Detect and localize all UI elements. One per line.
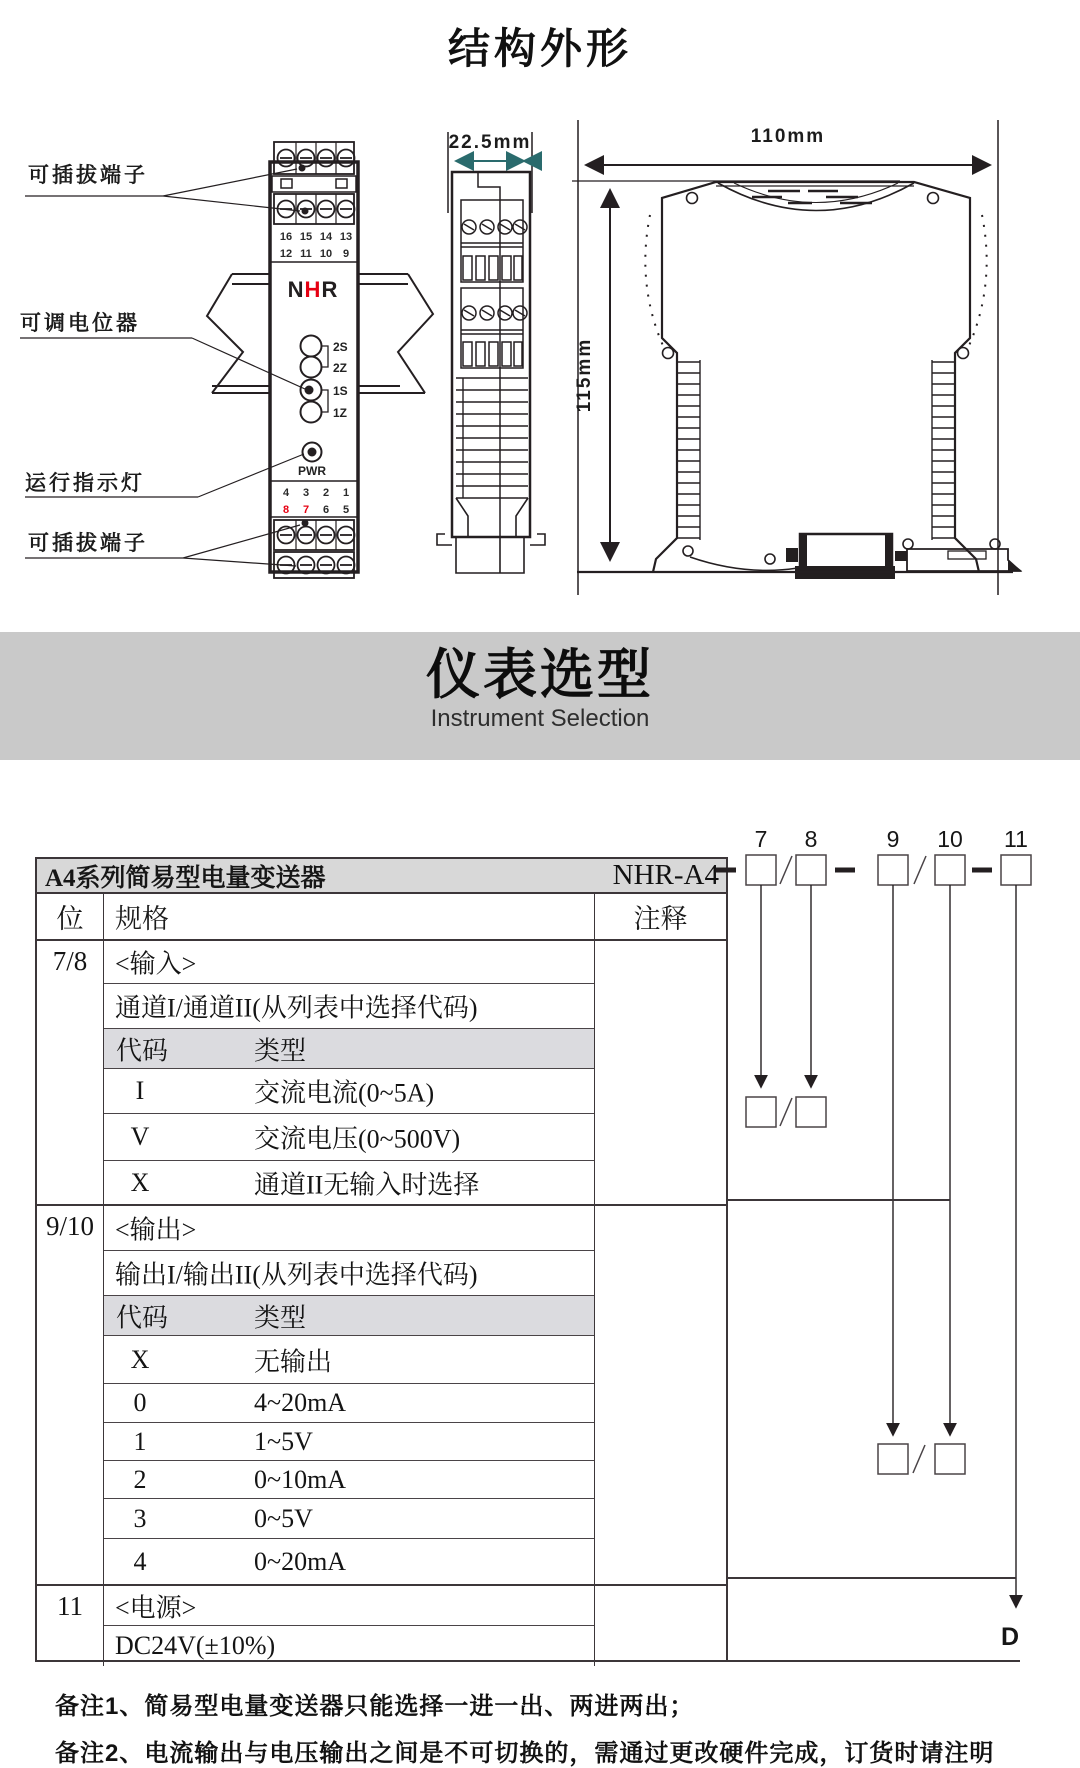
input-sub-row — [104, 984, 594, 1029]
power-value-row — [104, 1626, 594, 1666]
pos-number-10: 10 — [937, 826, 963, 852]
logo-n: N — [287, 277, 305, 302]
section-pos-7-8: 7/8 — [37, 941, 104, 1204]
model-code: NHR-A4 — [612, 859, 719, 891]
row-type: 0~20mA — [254, 1546, 347, 1576]
table-row — [104, 1499, 594, 1539]
logo-r: R — [321, 277, 339, 302]
label-top-terminal: 可插拔端子 — [28, 164, 148, 187]
term-3: 3 — [302, 487, 310, 499]
output-heading: <输出> — [115, 1215, 197, 1245]
row-code: 4 — [133, 1546, 147, 1576]
banner-subtitle: Instrument Selection — [430, 705, 650, 732]
term-13: 13 — [339, 231, 353, 243]
col-header-spec: 规格 — [104, 894, 595, 939]
code-box-9[interactable] — [878, 855, 908, 885]
product-name: A4系列简易型电量变送器 — [45, 864, 326, 892]
code-header: 代码 — [116, 1036, 169, 1065]
code-box-10[interactable] — [935, 855, 965, 885]
pot-label-1z: 1Z — [333, 406, 348, 420]
vent-right — [932, 360, 955, 540]
table-row — [104, 1069, 594, 1114]
row-code: 3 — [133, 1503, 147, 1533]
row-code: X — [130, 1344, 150, 1374]
term-1: 1 — [342, 487, 350, 499]
code-box-11[interactable] — [1001, 855, 1031, 885]
row-type: 0~5V — [254, 1503, 313, 1533]
leader-lines — [20, 163, 309, 566]
row-code: I — [135, 1076, 145, 1105]
table-row — [104, 1336, 594, 1384]
pot-label-1s: 1S — [333, 384, 348, 398]
nhr-logo — [288, 277, 339, 302]
output-code-box-1[interactable] — [878, 1444, 908, 1474]
dim-115mm: 115mm — [574, 337, 595, 413]
power-heading: <电源> — [115, 1593, 197, 1622]
label-run-indicator: 运行指示灯 — [25, 472, 145, 495]
section-pos-9-10: 9/10 — [37, 1206, 104, 1584]
pos-number-9: 9 — [886, 826, 900, 852]
term-10: 10 — [319, 248, 333, 260]
row-type: 0~10mA — [254, 1464, 347, 1494]
top-terminal-block-1 — [274, 142, 355, 174]
front-view — [20, 142, 433, 578]
row-type: 交流电压(0~500V) — [254, 1124, 461, 1154]
term-11: 11 — [300, 248, 312, 260]
pot-label-2z: 2Z — [333, 361, 348, 375]
term-9: 9 — [342, 248, 350, 260]
input-code-box-1[interactable] — [746, 1097, 776, 1127]
input-heading: <输入> — [115, 949, 197, 979]
power-led — [298, 443, 326, 479]
type-header: 类型 — [254, 1303, 307, 1332]
bottom-terminal-block-1 — [274, 520, 355, 550]
col-header-note: 注释 — [633, 904, 688, 934]
section-banner — [0, 632, 1080, 760]
table-row — [104, 1161, 594, 1204]
pos-number-7: 7 — [754, 826, 768, 852]
output-code-box-2[interactable] — [935, 1444, 965, 1474]
potentiometers[interactable] — [301, 336, 348, 423]
banner-title: 仪表选型 — [426, 645, 654, 705]
term-5: 5 — [342, 504, 350, 516]
side-terminal-1 — [461, 200, 527, 282]
term-8: 8 — [282, 504, 290, 516]
output-code-header-row — [104, 1296, 594, 1336]
pos-number-8: 8 — [804, 826, 818, 852]
terminal-strip — [272, 176, 356, 192]
row-type: 无输出 — [254, 1347, 333, 1376]
ordering-code-diagram — [560, 820, 1080, 1680]
power-heading-row — [104, 1586, 594, 1626]
table-row — [104, 1423, 594, 1461]
code-header: 代码 — [116, 1303, 169, 1332]
term-6: 6 — [322, 504, 330, 516]
power-value: DC24V(±10%) — [115, 1631, 276, 1660]
power-suffix-d: D — [1000, 1623, 1020, 1651]
side-terminal-2 — [461, 288, 527, 368]
table-row — [104, 1461, 594, 1499]
term-15: 15 — [299, 231, 313, 243]
section-pos-11: 11 — [37, 1586, 104, 1666]
col-header-pos: 位 — [37, 894, 104, 939]
terminal-numbers-bottom — [283, 487, 349, 516]
input-code-header-row — [104, 1029, 594, 1069]
term-4: 4 — [282, 487, 290, 499]
term-14: 14 — [319, 231, 333, 243]
row-type: 通道II无输入时选择 — [254, 1170, 480, 1199]
side-ribs — [456, 378, 528, 498]
pos-number-11: 11 — [1004, 826, 1028, 852]
input-subheading: 通道I/通道II(从列表中选择代码) — [115, 993, 478, 1023]
code-box-8[interactable] — [796, 855, 826, 885]
footnote-1: 备注1、简易型电量变送器只能选择一进一出、两进两出； — [55, 1693, 695, 1720]
term-12: 12 — [279, 248, 293, 260]
footnote-2: 备注2、电流输出与电压输出之间是不可切换的，需通过更改硬件完成，订货时请注明 — [55, 1740, 995, 1767]
type-header: 类型 — [254, 1036, 307, 1065]
input-heading-row — [104, 941, 594, 984]
table-row — [104, 1114, 594, 1161]
table-row — [104, 1539, 594, 1584]
pwr-label: PWR — [298, 464, 326, 478]
side-view — [437, 132, 545, 573]
rear-view — [572, 120, 1022, 595]
row-type: 交流电流(0~5A) — [254, 1078, 435, 1108]
row-type: 1~5V — [254, 1426, 313, 1456]
label-bottom-terminal: 可插拔端子 — [28, 532, 148, 555]
dim-110mm: 110mm — [750, 126, 826, 147]
term-7: 7 — [302, 504, 310, 516]
row-code: 1 — [133, 1426, 147, 1456]
din-rail-left — [207, 274, 270, 393]
term-16: 16 — [279, 231, 293, 243]
row-code: 0 — [133, 1388, 147, 1417]
dim-22-5mm: 22.5mm — [448, 132, 532, 153]
logo-h: H — [304, 277, 322, 302]
row-type: 4~20mA — [254, 1388, 347, 1417]
output-heading-row — [104, 1206, 594, 1251]
table-row — [104, 1384, 594, 1423]
structure-outline-drawing — [0, 95, 1080, 595]
output-sub-row — [104, 1251, 594, 1296]
input-code-box-2[interactable] — [796, 1097, 826, 1127]
label-potentiometer: 可调电位器 — [20, 312, 140, 335]
page-title: 结构外形 — [447, 25, 632, 72]
din-rail-right — [358, 274, 433, 393]
code-box-7[interactable] — [746, 855, 776, 885]
row-code: 2 — [133, 1464, 147, 1494]
pot-label-2s: 2S — [333, 340, 348, 354]
output-subheading: 输出I/输出II(从列表中选择代码) — [115, 1260, 478, 1290]
vent-left — [677, 360, 700, 540]
term-2: 2 — [322, 487, 330, 499]
row-code: X — [130, 1167, 150, 1197]
terminal-numbers-top — [280, 231, 352, 260]
row-code: V — [130, 1122, 150, 1151]
